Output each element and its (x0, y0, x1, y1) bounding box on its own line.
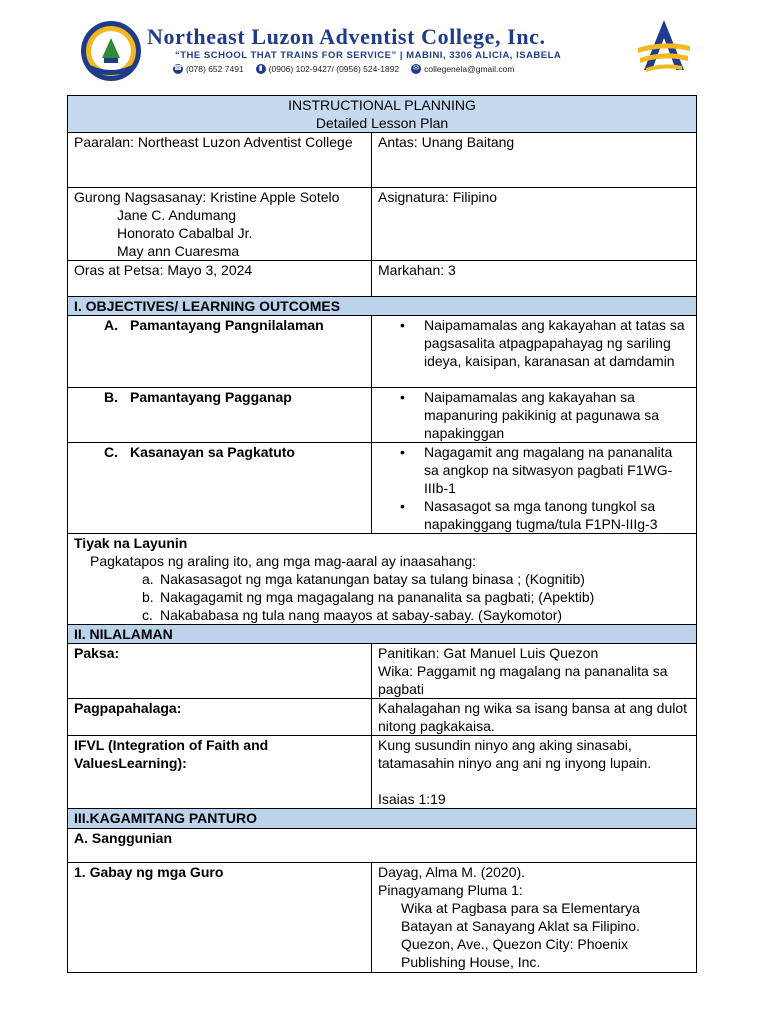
phone-number: (078) 652 7491 (186, 64, 244, 74)
objective-bullet: • Nasasagot sa mga tanong tungkol sa napakinggang tugma/tula F1PN-IIIg-3 (424, 497, 690, 533)
aim-letter: c. (142, 607, 153, 623)
references-label: A. Sanggunian (68, 829, 697, 863)
objective-label: Pamantayang Pagganap (130, 389, 292, 405)
objective-content-cell (372, 316, 697, 388)
teachers-cell (68, 188, 372, 261)
aims-intro: Pagkatapos ng araling ito, ang mga mag-aaral ay inaasahang: (90, 553, 477, 569)
aim-text: Nakasasagot ng mga katanungan batay sa tulang binasa ; (Kognitib) (160, 571, 585, 587)
ifvl-text: Kung susundin ninyo ang aking sinasabi, tatamasahin ninyo ang ani ng inyong lupain. (378, 737, 652, 771)
objective-letter: C. (104, 444, 118, 460)
topic-cell (372, 644, 697, 699)
section-objectives: I. OBJECTIVES/ LEARNING OUTCOMES (68, 297, 697, 316)
teacher-name: Honorato Cabalbal Jr. (117, 225, 253, 241)
objective-letter: B. (104, 389, 118, 405)
objective-label-cell (68, 443, 372, 534)
objective-bullet: • Naipamamalas ang kakayahan at tatas sa pagsasalita atpagpapahayag ng sariling ideya, kaisipan, karanasan at damdamin (424, 316, 690, 370)
topic-label: Paksa: (68, 644, 372, 699)
lesson-plan-table (67, 95, 697, 973)
contact-info (173, 62, 637, 76)
mobile-icon: ▮ (256, 64, 266, 74)
teacher-name: Jane C. Andumang (117, 207, 237, 223)
objective-label: Pamantayang Pangnilalaman (130, 317, 324, 333)
teachers-label: Gurong Nagsasanay: Kristine Apple Sotelo (74, 189, 340, 205)
teacher-name: May ann Cuaresma (117, 243, 240, 259)
objective-letter: A. (104, 317, 118, 333)
grade-cell: Antas: Unang Baitang (372, 133, 697, 188)
topic-line: Wika: Paggamit ng magalang na pananalita sa pagbati (378, 663, 668, 697)
aim-item (74, 588, 690, 606)
section-content: II. NILALAMAN (68, 625, 697, 644)
school-motto-address: “THE SCHOOL THAT TRAINS FOR SERVICE” | MABINI, 3306 ALICIA, ISABELA (175, 50, 562, 61)
ifvl-cell (372, 736, 697, 809)
plan-subtitle: Detailed Lesson Plan (315, 115, 449, 131)
email-address: collegenela@gmail.com (424, 64, 515, 74)
subject-cell: Asignatura: Filipino (372, 188, 697, 261)
adventist-emblem-icon (636, 18, 692, 80)
mobile-numbers: (0906) 102-9427/ (0956) 524-1892 (268, 64, 400, 74)
email-icon: ✉ (411, 64, 421, 74)
aims-title: Tiyak na Layunin (74, 535, 188, 551)
specific-aims-cell (68, 534, 697, 625)
values-text: Kahalagahan ng wika sa isang bansa at ang dulot nitong pagkakaisa. (372, 699, 697, 736)
objective-label-cell (68, 388, 372, 443)
teacher-guide-label: 1. Gabay ng mga Guro (68, 863, 372, 973)
letterhead (0, 0, 768, 90)
ifvl-label: IFVL (Integration of Faith and ValuesLearning): (68, 736, 372, 809)
guide-sub-line: Batayan at Sanayang Aklat sa Filipino. (401, 918, 640, 934)
section-materials: III.KAGAMITANG PANTURO (68, 809, 697, 829)
objective-label: Kasanayan sa Pagkatuto (130, 444, 295, 460)
objective-label-cell (68, 316, 372, 388)
quarter-cell: Markahan: 3 (372, 261, 697, 297)
school-name: Northeast Luzon Adventist College, Inc. (147, 24, 546, 49)
objective-content-cell (372, 388, 697, 443)
aim-item (74, 606, 690, 624)
aim-item (74, 570, 690, 588)
plan-header (68, 96, 697, 133)
ifvl-reference: Isaias 1:19 (378, 791, 446, 807)
seal-logo-icon (80, 20, 142, 82)
guide-line: Dayag, Alma M. (2020). (378, 864, 526, 880)
objective-bullet: • Nagagamit ang magalang na pananalita sa angkop na sitwasyon pagbati F1WG-IIIb-1 (424, 443, 690, 497)
aim-letter: a. (142, 571, 154, 587)
datetime-cell: Oras at Petsa: Mayo 3, 2024 (68, 261, 372, 297)
aim-letter: b. (142, 589, 154, 605)
topic-line: Panitikan: Gat Manuel Luis Quezon (378, 645, 599, 661)
guide-sub-line: Quezon, Ave., Quezon City: Phoenix (401, 936, 628, 952)
objective-bullet: • Naipamamalas ang kakayahan sa mapanuring pakikinig at pagunawa sa napakinggan (424, 388, 690, 442)
guide-sub-line: Wika at Pagbasa para sa Elementarya (401, 900, 640, 916)
plan-title: INSTRUCTIONAL PLANNING (288, 97, 476, 113)
phone-icon: ☎ (173, 65, 183, 72)
guide-sub-line: Publishing House, Inc. (401, 954, 541, 970)
school-cell: Paaralan: Northeast Luzon Adventist College (68, 133, 372, 188)
guide-line: Pinagyamang Pluma 1: (378, 882, 523, 898)
objective-content-cell (372, 443, 697, 534)
aim-text: Nakagagamit ng mga magagalang na pananalita sa pagbati; (Apektib) (160, 589, 595, 605)
values-label: Pagpapahalaga: (68, 699, 372, 736)
teacher-guide-cell (372, 863, 697, 973)
aim-text: Nakababasa ng tula nang maayos at sabay-sabay. (Saykomotor) (160, 607, 563, 623)
